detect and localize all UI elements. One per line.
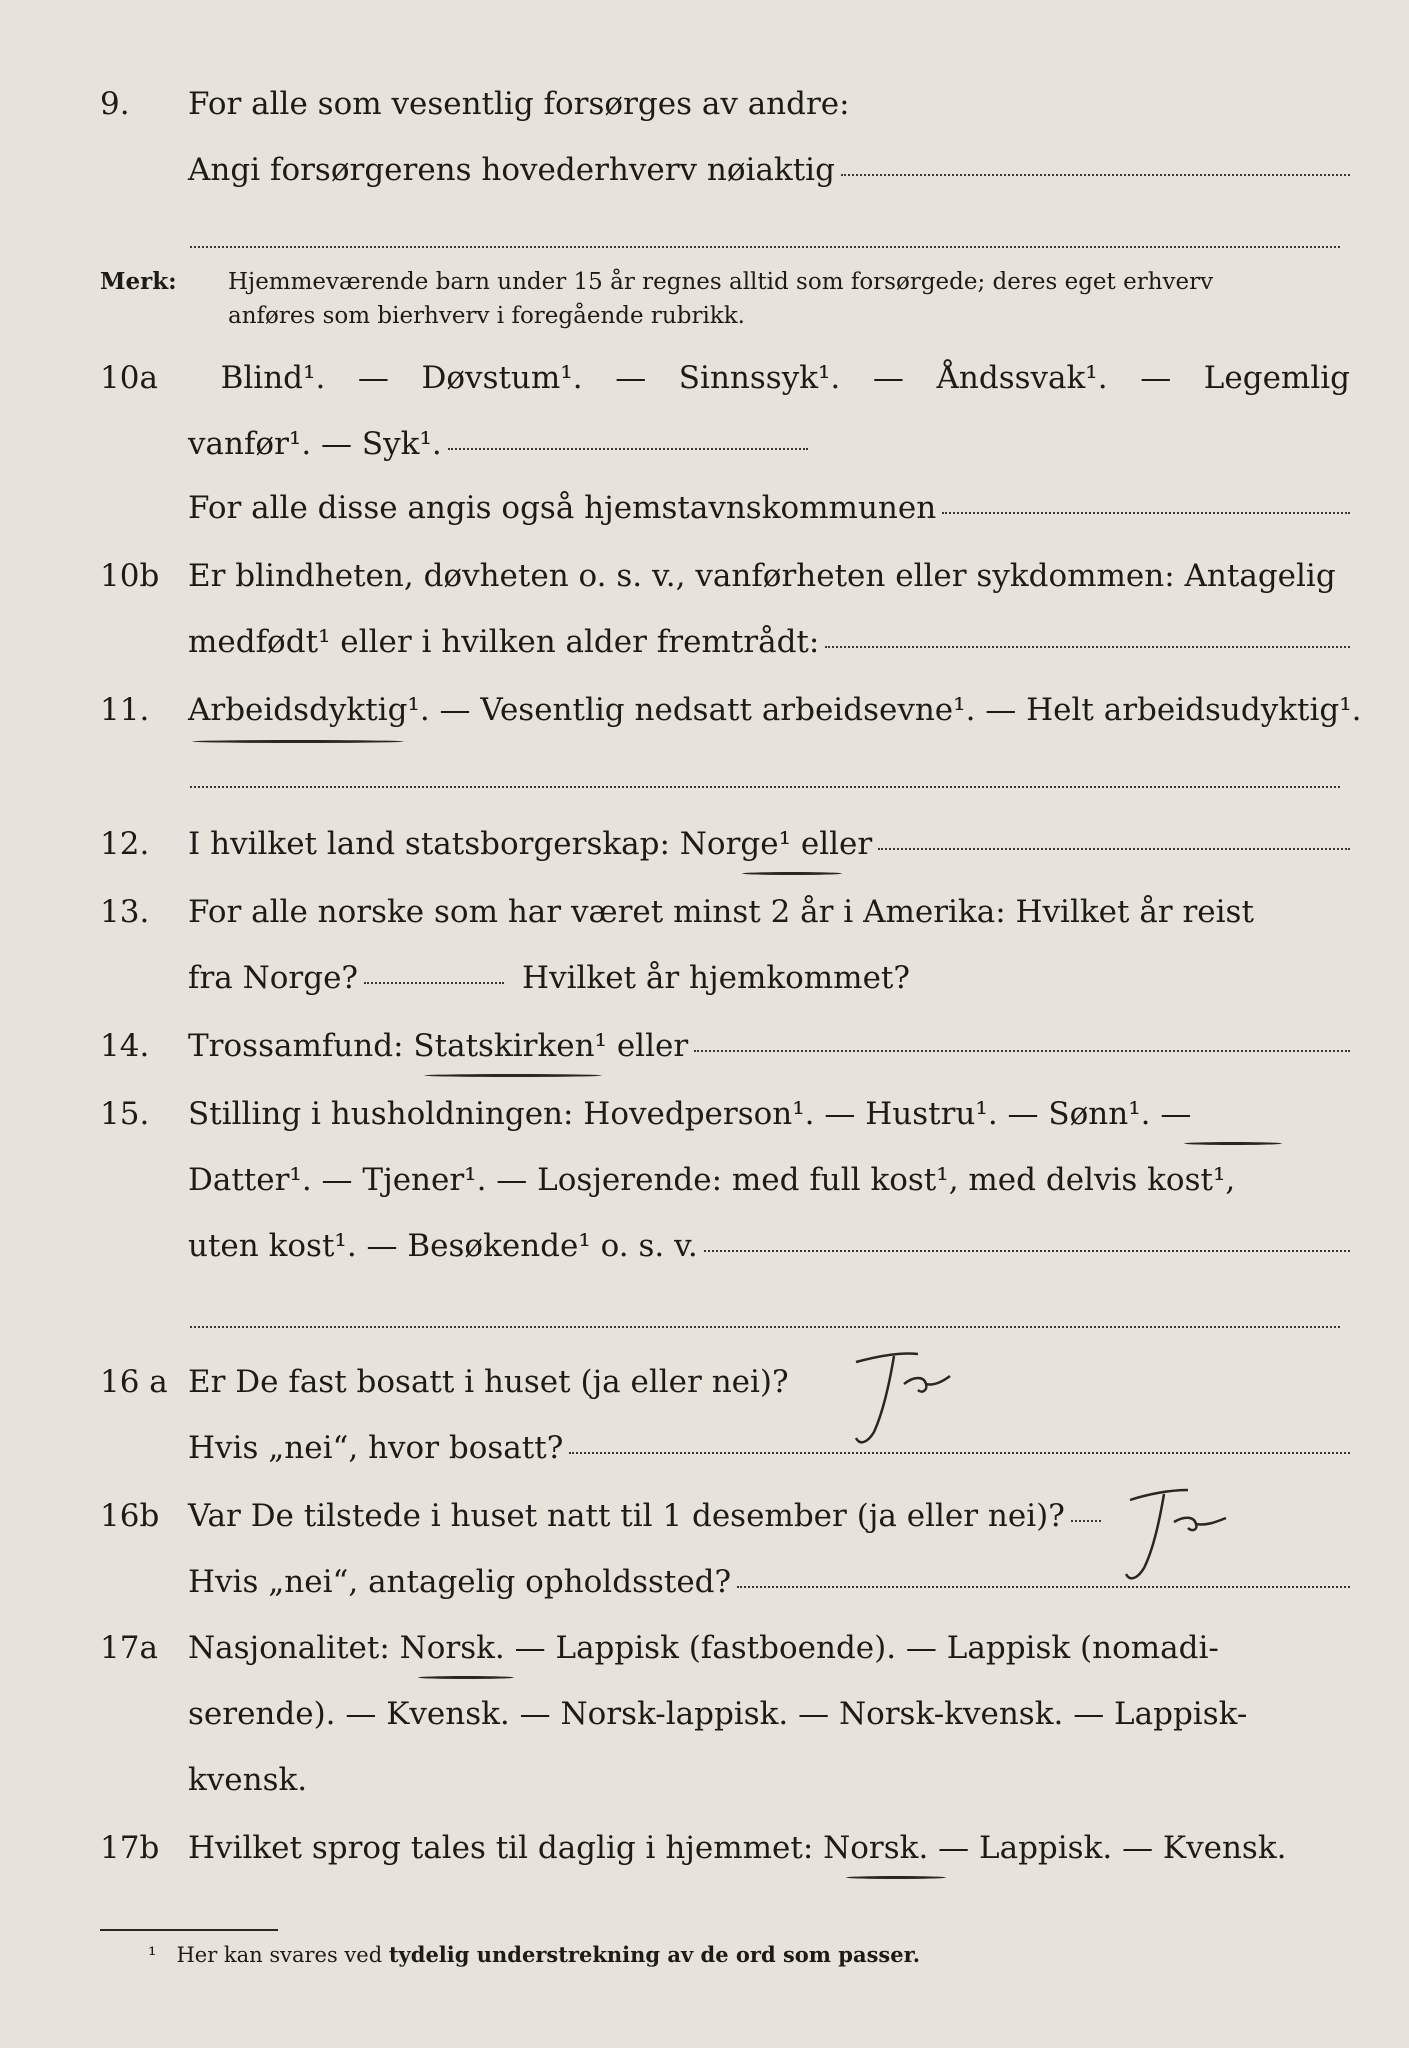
q10b-line2 bbox=[100, 624, 1350, 668]
q10a-text2: vanfør¹. — Syk¹. bbox=[188, 426, 442, 462]
q15-answer-line[interactable] bbox=[704, 1249, 1350, 1252]
q14-text: Trossamfund: Statskirken¹ eller bbox=[188, 1028, 689, 1064]
q12-line1 bbox=[100, 826, 1350, 870]
q16b-line2 bbox=[100, 1564, 1350, 1608]
q16b-text2: Hvis „nei“, antagelig opholdssted? bbox=[188, 1564, 732, 1600]
handwritten-underline-arbeidsdyktig bbox=[192, 740, 404, 743]
q10b-answer-line[interactable] bbox=[825, 645, 1350, 648]
q10b-number: 10b bbox=[100, 558, 160, 594]
footnote bbox=[148, 1942, 920, 1967]
q10a-answer-line[interactable] bbox=[448, 447, 808, 450]
q9-number: 9. bbox=[100, 86, 130, 122]
q11-number: 11. bbox=[100, 692, 150, 728]
q10a-line3 bbox=[100, 490, 1350, 534]
q13-number: 13. bbox=[100, 894, 150, 930]
footnote-text: Her kan svares ved bbox=[176, 1943, 383, 1967]
dash: — bbox=[872, 360, 904, 396]
q10b-text2: medfødt¹ eller i hvilken alder fremtrådt: bbox=[188, 624, 820, 660]
q16a-line2 bbox=[100, 1430, 1350, 1474]
footnote-bold-text: tydelig understrekning av de ord som passer. bbox=[388, 1942, 921, 1967]
q10a-text3: For alle disse angis også hjemstavnskommunen bbox=[188, 490, 937, 526]
q14-line1 bbox=[100, 1028, 1350, 1072]
q11-text: Arbeidsdyktig¹. — Vesentlig nedsatt arbeidsevne¹. — Helt arbeidsudyktig¹. bbox=[188, 692, 1362, 728]
q10a-municipality-line[interactable] bbox=[942, 511, 1350, 514]
q13-line1 bbox=[100, 894, 1350, 938]
q15-line3 bbox=[100, 1228, 1350, 1272]
q12-answer-line[interactable] bbox=[878, 847, 1350, 850]
q15-text2: Datter¹. — Tjener¹. — Losjerende: med full kost¹, med delvis kost¹, bbox=[188, 1162, 1236, 1198]
handwritten-underline-sonn bbox=[1184, 1142, 1282, 1145]
q13-text2a: fra Norge? bbox=[188, 960, 359, 996]
q16a-text: Er De fast bosatt i huset (ja eller nei)? bbox=[188, 1364, 789, 1400]
dash: — bbox=[357, 360, 389, 396]
handwritten-underline-statskirken bbox=[424, 1074, 602, 1077]
q16a-answer-line[interactable] bbox=[569, 1451, 1350, 1454]
q15-line2 bbox=[100, 1162, 1350, 1206]
footnote-mark: ¹ bbox=[148, 1943, 157, 1967]
q14-number: 14. bbox=[100, 1028, 150, 1064]
q16a-number: 16 a bbox=[100, 1364, 168, 1400]
q16b-opphold-line[interactable] bbox=[737, 1585, 1350, 1588]
q9-text: For alle som vesentlig forsørges av andre: bbox=[188, 86, 850, 122]
q17a-line1 bbox=[100, 1630, 1350, 1674]
merk-label: Merk: bbox=[100, 268, 177, 295]
q14-answer-line[interactable] bbox=[694, 1049, 1350, 1052]
q9-answer-line[interactable] bbox=[841, 173, 1350, 176]
q11-line1 bbox=[100, 692, 1362, 736]
merk-line2: anføres som bierhverv i foregående rubrikk. bbox=[228, 303, 745, 329]
merk-note bbox=[100, 265, 1350, 333]
q13-text2b: Hvilket år hjemkommet? bbox=[522, 960, 911, 996]
q10b-line1 bbox=[100, 558, 1350, 602]
q10a-word-andssvak: Åndssvak¹. bbox=[936, 360, 1108, 396]
footnote-rule bbox=[100, 1929, 278, 1931]
q9-text2: Angi forsørgerens hovederhverv nøiaktig bbox=[188, 152, 835, 188]
q15-text3: uten kost¹. — Besøkende¹ o. s. v. bbox=[188, 1228, 698, 1264]
q10a-word-legemlig: Legemlig bbox=[1203, 360, 1350, 396]
q16b-number: 16b bbox=[100, 1498, 160, 1534]
q15-line1 bbox=[100, 1096, 1350, 1140]
q10a-line1 bbox=[100, 360, 1350, 404]
q9-line2 bbox=[100, 152, 1350, 196]
q16b-answer-line[interactable] bbox=[1071, 1519, 1101, 1522]
q13-reist-line[interactable] bbox=[364, 981, 504, 984]
dash: — bbox=[1140, 360, 1172, 396]
q17a-text3: kvensk. bbox=[188, 1762, 308, 1798]
q17b-line1 bbox=[100, 1830, 1350, 1874]
handwritten-underline-norsk-17a bbox=[418, 1676, 514, 1679]
q10a-number: 10a bbox=[100, 360, 158, 396]
q15-extra-answer-line[interactable] bbox=[190, 1326, 1340, 1328]
q13-line2 bbox=[100, 960, 1350, 1004]
q16a-line1 bbox=[100, 1364, 1350, 1408]
q17a-text2: serende). — Kvensk. — Norsk-lappisk. — Norsk-kvensk. — Lappisk- bbox=[188, 1696, 1248, 1732]
q9-extra-answer-line[interactable] bbox=[190, 246, 1340, 248]
handwritten-underline-norsk-17b bbox=[846, 1876, 946, 1879]
q9-line1 bbox=[100, 86, 1350, 130]
q17b-number: 17b bbox=[100, 1830, 160, 1866]
q11-answer-line[interactable] bbox=[190, 786, 1340, 788]
q17a-number: 17a bbox=[100, 1630, 158, 1666]
q16a-text2: Hvis „nei“, hvor bosatt? bbox=[188, 1430, 564, 1466]
q17a-text: Nasjonalitet: Norsk. — Lappisk (fastboende). — Lappisk (nomadi- bbox=[188, 1630, 1219, 1666]
q10b-text: Er blindheten, døvheten o. s. v., vanførheten eller sykdommen: Antagelig bbox=[188, 558, 1336, 594]
q10a-word-blind: Blind¹. bbox=[220, 360, 326, 396]
q16b-text: Var De tilstede i huset natt til 1 desember (ja eller nei)? bbox=[188, 1498, 1065, 1534]
dash: — bbox=[615, 360, 647, 396]
q17a-line3 bbox=[100, 1762, 1350, 1806]
q17b-text: Hvilket sprog tales til daglig i hjemmet: Norsk. — Lappisk. — Kvensk. bbox=[188, 1830, 1287, 1866]
q15-number: 15. bbox=[100, 1096, 150, 1132]
handwritten-underline-norge bbox=[742, 872, 842, 875]
q12-number: 12. bbox=[100, 826, 150, 862]
q15-text: Stilling i husholdningen: Hovedperson¹. — Hustru¹. — Sønn¹. — bbox=[188, 1096, 1192, 1132]
q10a-word-dovstum: Døvstum¹. bbox=[421, 360, 583, 396]
q17a-line2 bbox=[100, 1696, 1350, 1740]
merk-line1: Hjemmeværende barn under 15 år regnes alltid som forsørgede; deres eget erhverv bbox=[228, 269, 1214, 295]
q12-text: I hvilket land statsborgerskap: Norge¹ eller bbox=[188, 826, 873, 862]
q10a-line2 bbox=[100, 426, 1350, 470]
q13-text: For alle norske som har været minst 2 år i Amerika: Hvilket år reist bbox=[188, 894, 1254, 930]
q10a-word-sinnssyk: Sinnssyk¹. bbox=[678, 360, 841, 396]
